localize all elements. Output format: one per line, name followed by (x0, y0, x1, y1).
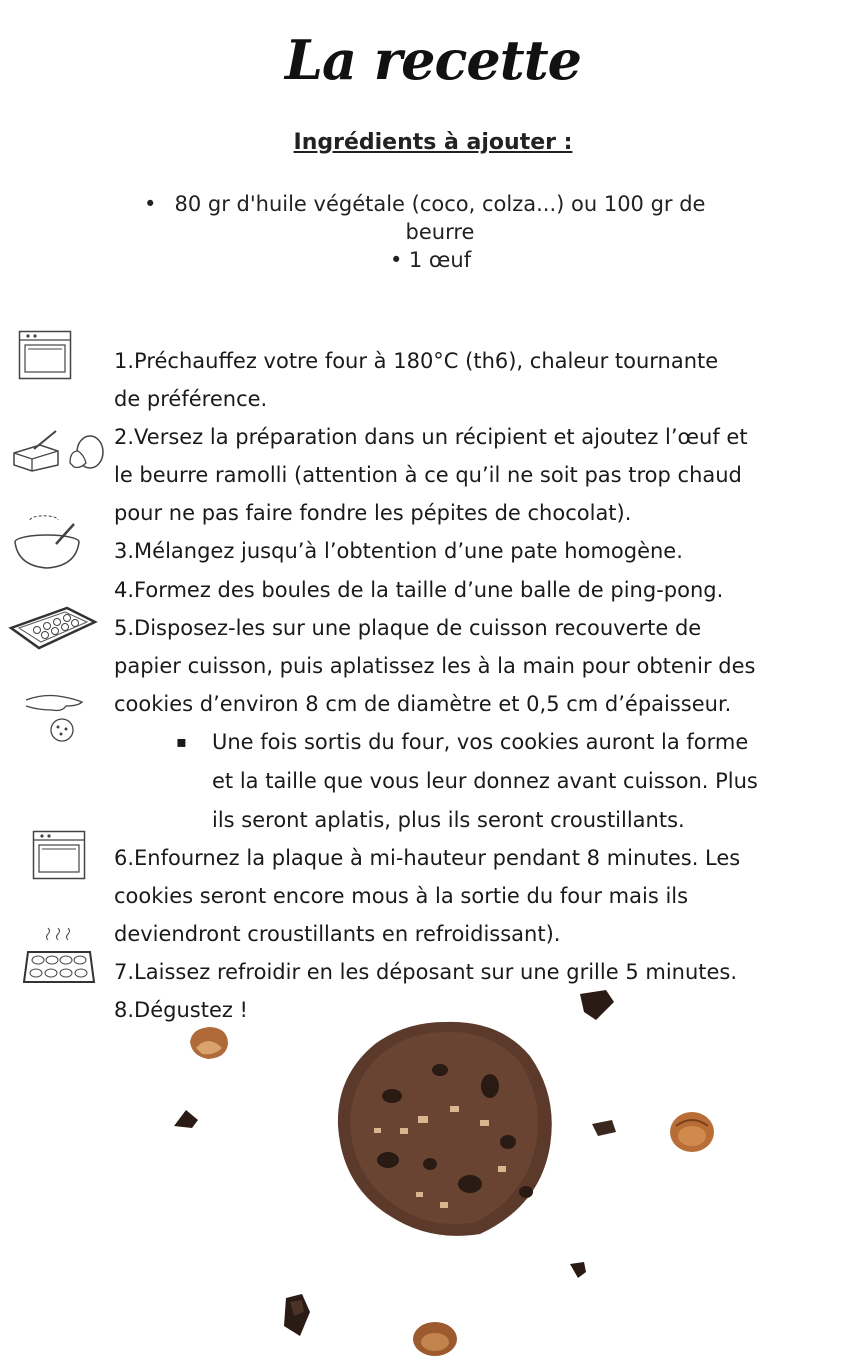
chocolate-chunk-image (172, 1108, 200, 1130)
step-6-line: deviendront croustillants en refroidissant). (114, 922, 561, 946)
step-8-line: 8.Dégustez ! (114, 998, 248, 1022)
cookie-image (330, 1016, 560, 1242)
step-2-line: 2.Versez la préparation dans un récipient et ajoutez l’œuf et (114, 425, 748, 449)
ingredient-text: beurre (405, 220, 475, 244)
ingredient-item (130, 246, 750, 274)
cooling-tray-icon (22, 924, 96, 986)
chocolate-chunk-image (576, 988, 616, 1022)
step-2-line: le beurre ramolli (attention à ce qu’il ne soit pas trop chaud (114, 463, 742, 487)
chocolate-chunk-image (280, 1292, 312, 1338)
hazelnut-piece-image (186, 1024, 232, 1062)
step-5-line: 5.Disposez-les sur une plaque de cuisson recouverte de (114, 616, 702, 640)
oven-icon (18, 330, 72, 380)
step-4-line: 4.Formez des boules de la taille d’une balle de ping-pong. (114, 578, 724, 602)
ingredient-text: 1 œuf (408, 248, 472, 272)
ingredient-text: 80 gr d'huile végétale (coco, colza...) ou 100 gr de (174, 192, 706, 216)
step-6-line: cookies seront encore mous à la sortie du four mais ils (114, 884, 689, 908)
step-5-line: papier cuisson, puis aplatissez les à la main pour obtenir des (114, 654, 756, 678)
sub-bullet-icon: ▪ (176, 732, 187, 751)
chocolate-chunk-image (590, 1118, 618, 1138)
ingredients-heading: Ingrédients à ajouter : (293, 130, 573, 155)
step-1-line: de préférence. (114, 387, 268, 411)
bullet-icon: • (390, 248, 403, 272)
oven-icon (32, 830, 86, 880)
step-6-line: 6.Enfournez la plaque à mi-hauteur pendant 8 minutes. Les (114, 846, 741, 870)
mixing-bowl-icon (12, 514, 82, 574)
step-1-line: 1.Préchauffez votre four à 180°C (th6), chaleur tournante (114, 349, 719, 373)
step-5-note-line: Une fois sortis du four, vos cookies auront la forme (212, 730, 749, 754)
hazelnut-image (668, 1110, 716, 1154)
bullet-icon: • (144, 192, 157, 216)
step-7-line: 7.Laissez refroidir en les déposant sur une grille 5 minutes. (114, 960, 738, 984)
recipe-title: La recette (284, 28, 582, 92)
hand-press-icon (22, 688, 86, 742)
chocolate-chunk-image (568, 1260, 588, 1280)
ingredient-item (130, 190, 750, 246)
step-2-line: pour ne pas faire fondre les pépites de chocolat). (114, 501, 632, 525)
step-5-line: cookies d’environ 8 cm de diamètre et 0,5 cm d’épaisseur. (114, 692, 732, 716)
hazelnut-image (410, 1318, 460, 1358)
step-5-note-line: et la taille que vous leur donnez avant cuisson. Plus (212, 769, 758, 793)
butter-egg-icon (10, 425, 106, 475)
baking-tray-icon (7, 604, 99, 654)
step-5-note-line: ils seront aplatis, plus ils seront croustillants. (212, 808, 685, 832)
step-3-line: 3.Mélangez jusqu’à l’obtention d’une pate homogène. (114, 539, 683, 563)
